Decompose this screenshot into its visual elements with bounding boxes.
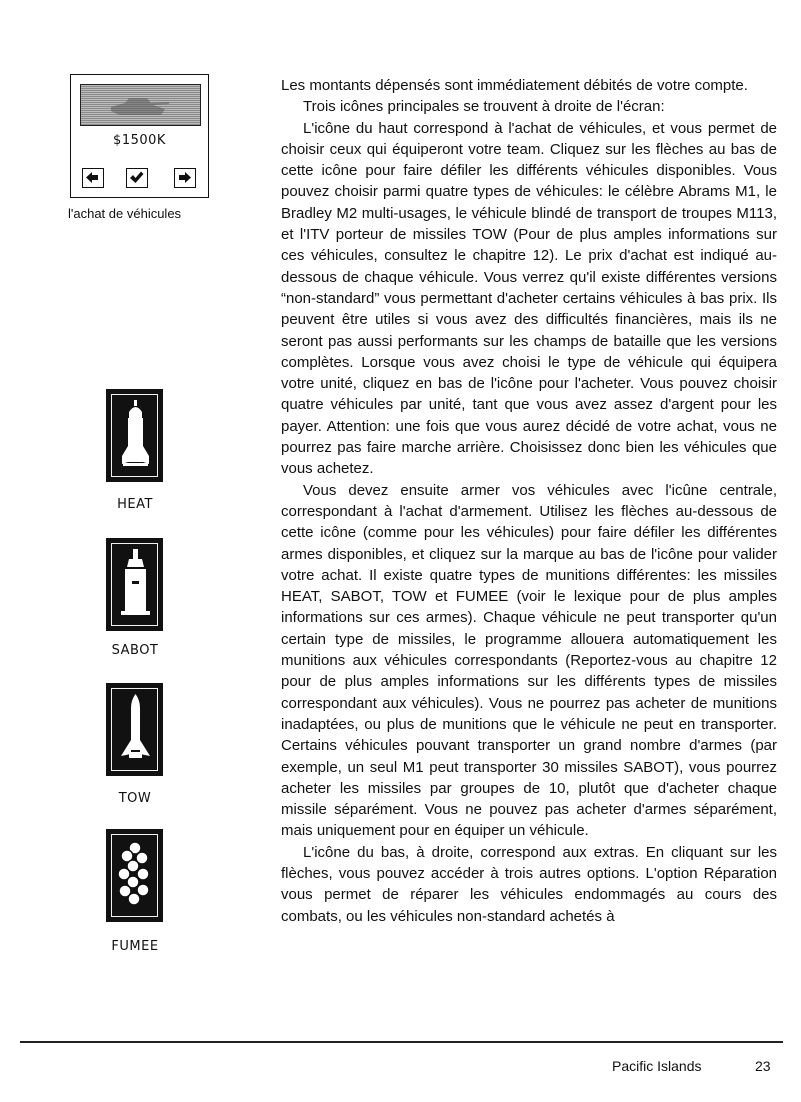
- paragraph-3: L'icône du haut correspond à l'achat de véhicules, et vous permet de choisir ceux qui équiperont votre team. Cliquez sur les flèches au bas de cette icône pour faire défiler les différents véhicules disponibles. Vous pouvez choisir parmi quatre types de véhicules: le célèbre Abrams M1, le Bradley M2 multi-usages, le véhicule blindé de transport de troupes M113, et l'ITV porteur de missiles TOW (Pour de plus amples informations sur ces véhicules, consultez le chapitre 12). Le prix d'achat est indiqué au-dessous de chaque véhicule. Vous verrez qu'il existe différentes versions “non-standard” vous permettant d'acheter certains véhicules à bas prix. Ils peuvent être utiles si vous avez des difficultés financières, mais ils ne seront pas aussi performants sur les champs de bataille que les versions complètes. Lorsque vous avez choisi le type de véhicule qui équipera votre unité, cliquez en bas de l'icône pour l'acheter. Vous pouvez choisir quatre véhicules par unité, tant que vous avez assez d'argent pour les payer. Attention: une fois que vous aurez décidé de votre achat, vous ne pourrez pas faire marche arrière. Choisissez donc bien les véhicules que vous achetez.: [281, 119, 777, 478]
- ammo-label-heat: HEAT: [117, 497, 153, 512]
- tank-icon: [81, 85, 200, 125]
- arrow-right-icon: [176, 170, 193, 185]
- page-number: 23: [755, 1058, 771, 1074]
- paragraph-4: Vous devez ensuite armer vos véhicules avec l'icûne centrale, correspondant à l'achat d'armement. Utilisez les flèches au-dessous de cette icône (comme pour les véhicules) pour faire défiler les différentes armes disponibles, et cliquez sur la marque au bas de l'icône pour valider votre achat. Il existe quatre types de munitions différentes: les missiles HEAT, SABOT, TOW et FUMEE (voir le lexique pour de plus amples informations sur ces armes). Chaque véhicule ne peut transporter qu'un certain type de missiles, le programme allouera automatiquement les munitions aux véhicules correspondants (Reportez-vous au chapitre 12 pour de plus amples informations sur les différents types de missiles correspondant aux véhicules). Vous ne pourrez pas acheter de munitions inadaptées, ou plus de munitions que le véhicule ne peut en transporter. Certains véhicules pouvant transporter un grand nombre d'armes (par exemple, un seul M1 peut transporter 30 missiles SABOT), vous pourrez acheter les missiles par groupes de 10, plutôt que d'acheter chaque missile séparément. Vous ne pouvez pas acheter d'armes séparément, mais uniquement pour en équiper un véhicule.: [281, 481, 777, 840]
- tow-missile-icon: [106, 683, 163, 776]
- ammo-label-sabot: SABOT: [111, 643, 159, 658]
- vehicle-price: $1500K: [113, 133, 166, 148]
- vehicle-purchase-panel: [70, 74, 209, 198]
- footer-divider: [20, 1041, 783, 1043]
- vehicle-caption: l'achat de véhicules: [68, 206, 182, 221]
- body-text: [281, 75, 777, 927]
- ammo-label-fumee: FUMEE: [111, 939, 159, 954]
- sabot-missile-icon: [106, 538, 163, 631]
- checkmark-icon: [128, 170, 145, 185]
- paragraph-2: Trois icônes principales se trouvent à droite de l'écran:: [303, 98, 665, 116]
- previous-vehicle-button[interactable]: [82, 168, 104, 188]
- heat-missile-icon: [106, 389, 163, 482]
- footer-title: Pacific Islands: [612, 1058, 702, 1074]
- ammo-label-tow: TOW: [118, 791, 152, 806]
- arrow-left-icon: [84, 170, 101, 185]
- paragraph-1: Les montants dépensés sont immédiatement débités de votre compte.: [281, 77, 748, 94]
- paragraph-5: L'icône du bas, à droite, correspond aux extras. En cliquant sur les flèches, vous pouvez accéder à trois autres options. L'option Réparation vous permet de réparer les véhicules endommagés au cours des combats, ou les véhicules non-standard achetés à: [281, 843, 777, 925]
- confirm-purchase-button[interactable]: [126, 168, 148, 188]
- smoke-grenades-icon: [106, 829, 163, 922]
- next-vehicle-button[interactable]: [174, 168, 196, 188]
- vehicle-display: [80, 84, 201, 126]
